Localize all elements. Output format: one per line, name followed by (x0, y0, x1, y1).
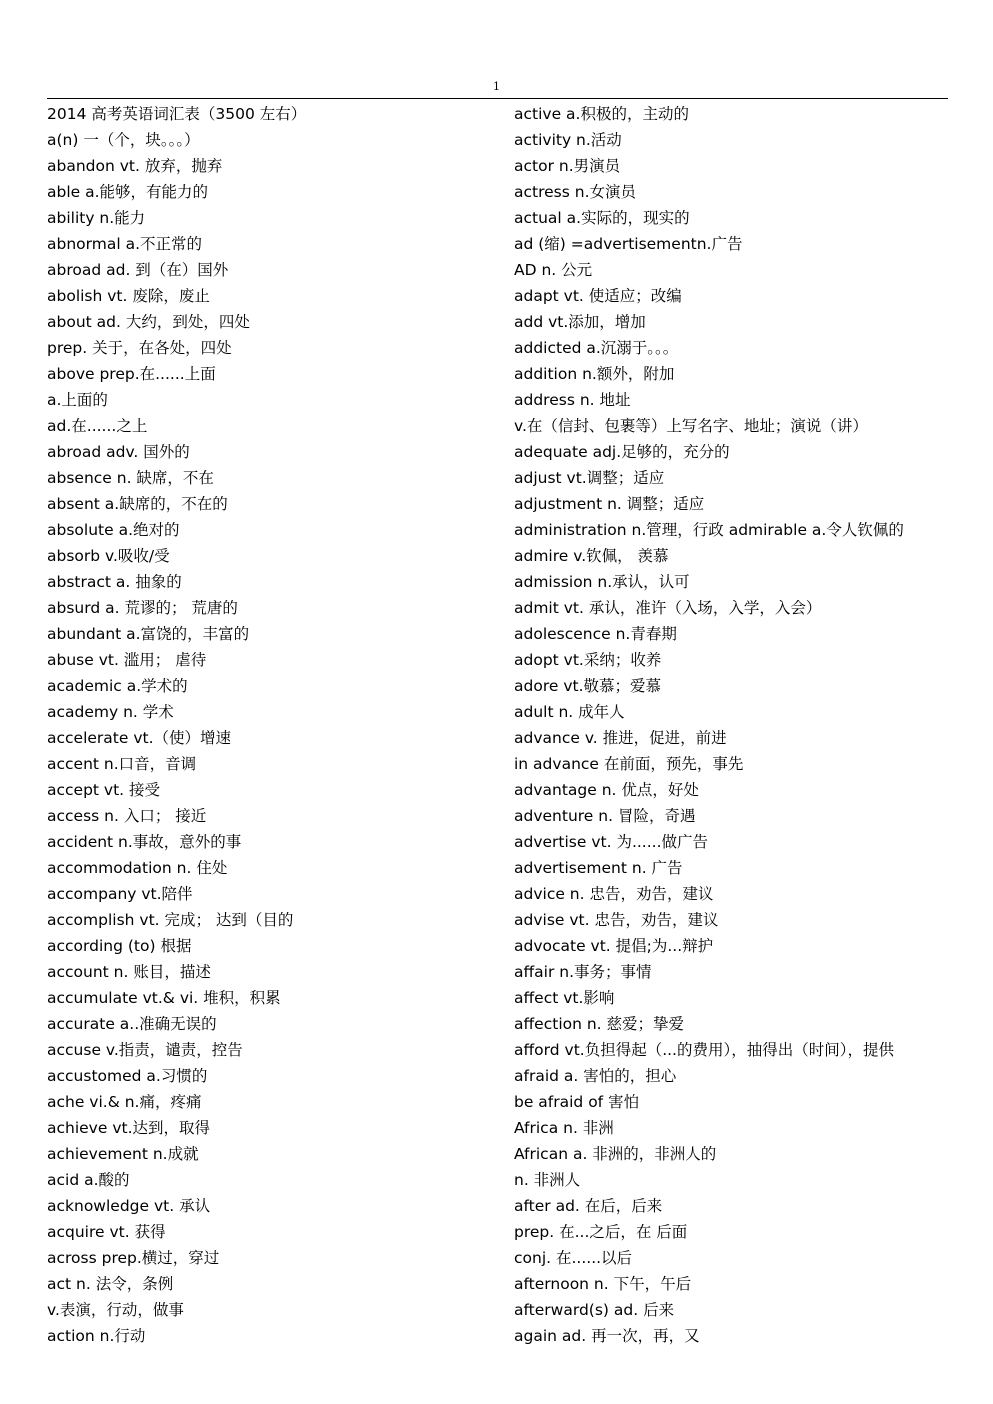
vocab-entry: admit vt. 承认，准许（入场，入学，入会） (514, 599, 822, 617)
vocab-entry: a.上面的 (47, 391, 108, 409)
vocab-entry: advise vt. 忠告，劝告，建议 (514, 911, 719, 929)
vocab-entry: accustomed a.习惯的 (47, 1067, 208, 1085)
vocab-entry: absent a.缺席的，不在的 (47, 495, 228, 513)
vocab-entry: adequate adj.足够的，充分的 (514, 443, 730, 461)
vocab-entry: v.表演，行动，做事 (47, 1301, 184, 1319)
vocab-entry: ad (缩) =advertisementn.广告 (514, 235, 743, 253)
vocab-entry: absolute a.绝对的 (47, 521, 180, 539)
vocab-entry: adventure n. 冒险，奇遇 (514, 807, 696, 825)
vocab-entry: admire v.钦佩， 羡慕 (514, 547, 669, 565)
vocab-entry: absorb v.吸收/受 (47, 547, 170, 565)
vocab-entry: accomplish vt. 完成； 达到（目的 (47, 911, 294, 929)
vocab-entry: according (to) 根据 (47, 937, 192, 955)
vocab-entry: conj. 在......以后 (514, 1249, 633, 1267)
vocab-entry: able a.能够，有能力的 (47, 183, 209, 201)
vocab-entry: acid a.酸的 (47, 1171, 130, 1189)
right-column (514, 101, 954, 1349)
vocab-entry: access n. 入口； 接近 (47, 807, 207, 825)
vocab-entry: absence n. 缺席，不在 (47, 469, 214, 487)
vocab-entry: v.在（信封、包裹等）上写名字、地址；演说（讲） (514, 417, 868, 435)
vocab-entry: again ad. 再一次，再，又 (514, 1327, 700, 1345)
vocab-entry: adjustment n. 调整；适应 (514, 495, 705, 513)
page-number: 1 (493, 80, 500, 93)
vocab-entry: a(n) 一（个，块。。。） (47, 131, 200, 149)
vocab-entry: ability n.能力 (47, 209, 146, 227)
document-title: 2014 高考英语词汇表（3500 左右） (47, 105, 307, 123)
vocab-entry: Africa n. 非洲 (514, 1119, 614, 1137)
vocab-entry: abroad adv. 国外的 (47, 443, 190, 461)
vocab-entry: in advance 在前面，预先，事先 (514, 755, 744, 773)
vocab-entry: account n. 账目，描述 (47, 963, 211, 981)
vocab-entry: afford vt.负担得起（...的费用），抽得出（时间），提供 (514, 1041, 894, 1059)
vocab-entry: advertise vt. 为......做广告 (514, 833, 709, 851)
vocab-entry: accent n.口音，音调 (47, 755, 197, 773)
vocab-entry: afraid a. 害怕的，担心 (514, 1067, 677, 1085)
vocab-entry: academic a.学术的 (47, 677, 188, 695)
vocab-entry: adore vt.敬慕；爱慕 (514, 677, 661, 695)
vocab-entry: accuse v.指责，谴责，控告 (47, 1041, 243, 1059)
vocab-entry: accumulate vt.& vi. 堆积，积累 (47, 989, 281, 1007)
vocab-entry: absurd a. 荒谬的； 荒唐的 (47, 599, 238, 617)
vocab-entry: advocate vt. 提倡;为...辩护 (514, 937, 714, 955)
vocab-entry: affair n.事务；事情 (514, 963, 652, 981)
vocab-entry: across prep.横过，穿过 (47, 1249, 220, 1267)
vocab-entry: active a.积极的，主动的 (514, 105, 689, 123)
vocab-entry: achieve vt.达到，取得 (47, 1119, 211, 1137)
vocab-entry: accompany vt.陪伴 (47, 885, 193, 903)
vocab-entry: above prep.在......上面 (47, 365, 216, 383)
vocab-entry: activity n.活动 (514, 131, 622, 149)
vocab-entry: acknowledge vt. 承认 (47, 1197, 211, 1215)
vocab-entry: advertisement n. 广告 (514, 859, 683, 877)
vocab-entry: actress n.女演员 (514, 183, 636, 201)
vocab-entry: adult n. 成年人 (514, 703, 625, 721)
vocab-entry: adolescence n.青春期 (514, 625, 677, 643)
vocab-entry: afternoon n. 下午，午后 (514, 1275, 692, 1293)
vocab-entry: addition n.额外，附加 (514, 365, 675, 383)
vocab-entry: accept vt. 接受 (47, 781, 161, 799)
vocab-entry: admission n.承认，认可 (514, 573, 690, 591)
vocab-entry: advice n. 忠告，劝告，建议 (514, 885, 714, 903)
vocab-entry: prep. 关于，在各处，四处 (47, 339, 232, 357)
vocab-entry: actual a.实际的，现实的 (514, 209, 690, 227)
vocab-entry: accurate a..准确无误的 (47, 1015, 217, 1033)
vocab-entry: after ad. 在后，后来 (514, 1197, 663, 1215)
vocab-entry: adapt vt. 使适应；改编 (514, 287, 682, 305)
vocab-entry: abnormal a.不正常的 (47, 235, 203, 253)
vocab-entry: academy n. 学术 (47, 703, 174, 721)
vocab-entry: advance v. 推进，促进，前进 (514, 729, 727, 747)
vocab-entry: be afraid of 害怕 (514, 1093, 640, 1111)
vocab-entry: administration n.管理，行政 admirable a.令人钦佩的 (514, 521, 904, 539)
vocab-entry: abandon vt. 放弃，抛弃 (47, 157, 223, 175)
vocab-entry: addicted a.沉溺于。。。 (514, 339, 679, 357)
vocab-entry: abuse vt. 滥用； 虐待 (47, 651, 207, 669)
vocab-entry: affect vt.影响 (514, 989, 615, 1007)
vocab-entry: n. 非洲人 (514, 1171, 581, 1189)
vocab-entry: accelerate vt.（使）增速 (47, 729, 232, 747)
vocab-entry: African a. 非洲的，非洲人的 (514, 1145, 717, 1163)
vocab-entry: adjust vt.调整；适应 (514, 469, 665, 487)
left-column (47, 101, 502, 1349)
vocab-entry: affection n. 慈爱；挚爱 (514, 1015, 685, 1033)
vocab-entry: advantage n. 优点，好处 (514, 781, 699, 799)
vocab-entry: ad.在......之上 (47, 417, 148, 435)
vocab-entry: prep. 在...之后，在 后面 (514, 1223, 688, 1241)
vocab-entry: act n. 法令，条例 (47, 1275, 174, 1293)
vocab-entry: abundant a.富饶的，丰富的 (47, 625, 250, 643)
vocab-entry: abroad ad. 到（在）国外 (47, 261, 229, 279)
vocab-entry: accommodation n. 住处 (47, 859, 228, 877)
vocab-entry: AD n. 公元 (514, 261, 593, 279)
vocab-entry: ache vi.& n.痛，疼痛 (47, 1093, 202, 1111)
vocab-entry: acquire vt. 获得 (47, 1223, 166, 1241)
vocab-entry: address n. 地址 (514, 391, 631, 409)
vocab-entry: adopt vt.采纳；收养 (514, 651, 662, 669)
vocab-entry: abolish vt. 废除，废止 (47, 287, 210, 305)
vocab-entry: actor n.男演员 (514, 157, 621, 175)
vocab-entry: achievement n.成就 (47, 1145, 199, 1163)
vocab-entry: accident n.事故，意外的事 (47, 833, 242, 851)
vocab-entry: about ad. 大约，到处，四处 (47, 313, 250, 331)
vocab-entry: add vt.添加，增加 (514, 313, 646, 331)
vocab-entry: afterward(s) ad. 后来 (514, 1301, 675, 1319)
vocab-entry: action n.行动 (47, 1327, 146, 1345)
header-rule (47, 98, 948, 99)
vocab-entry: abstract a. 抽象的 (47, 573, 182, 591)
